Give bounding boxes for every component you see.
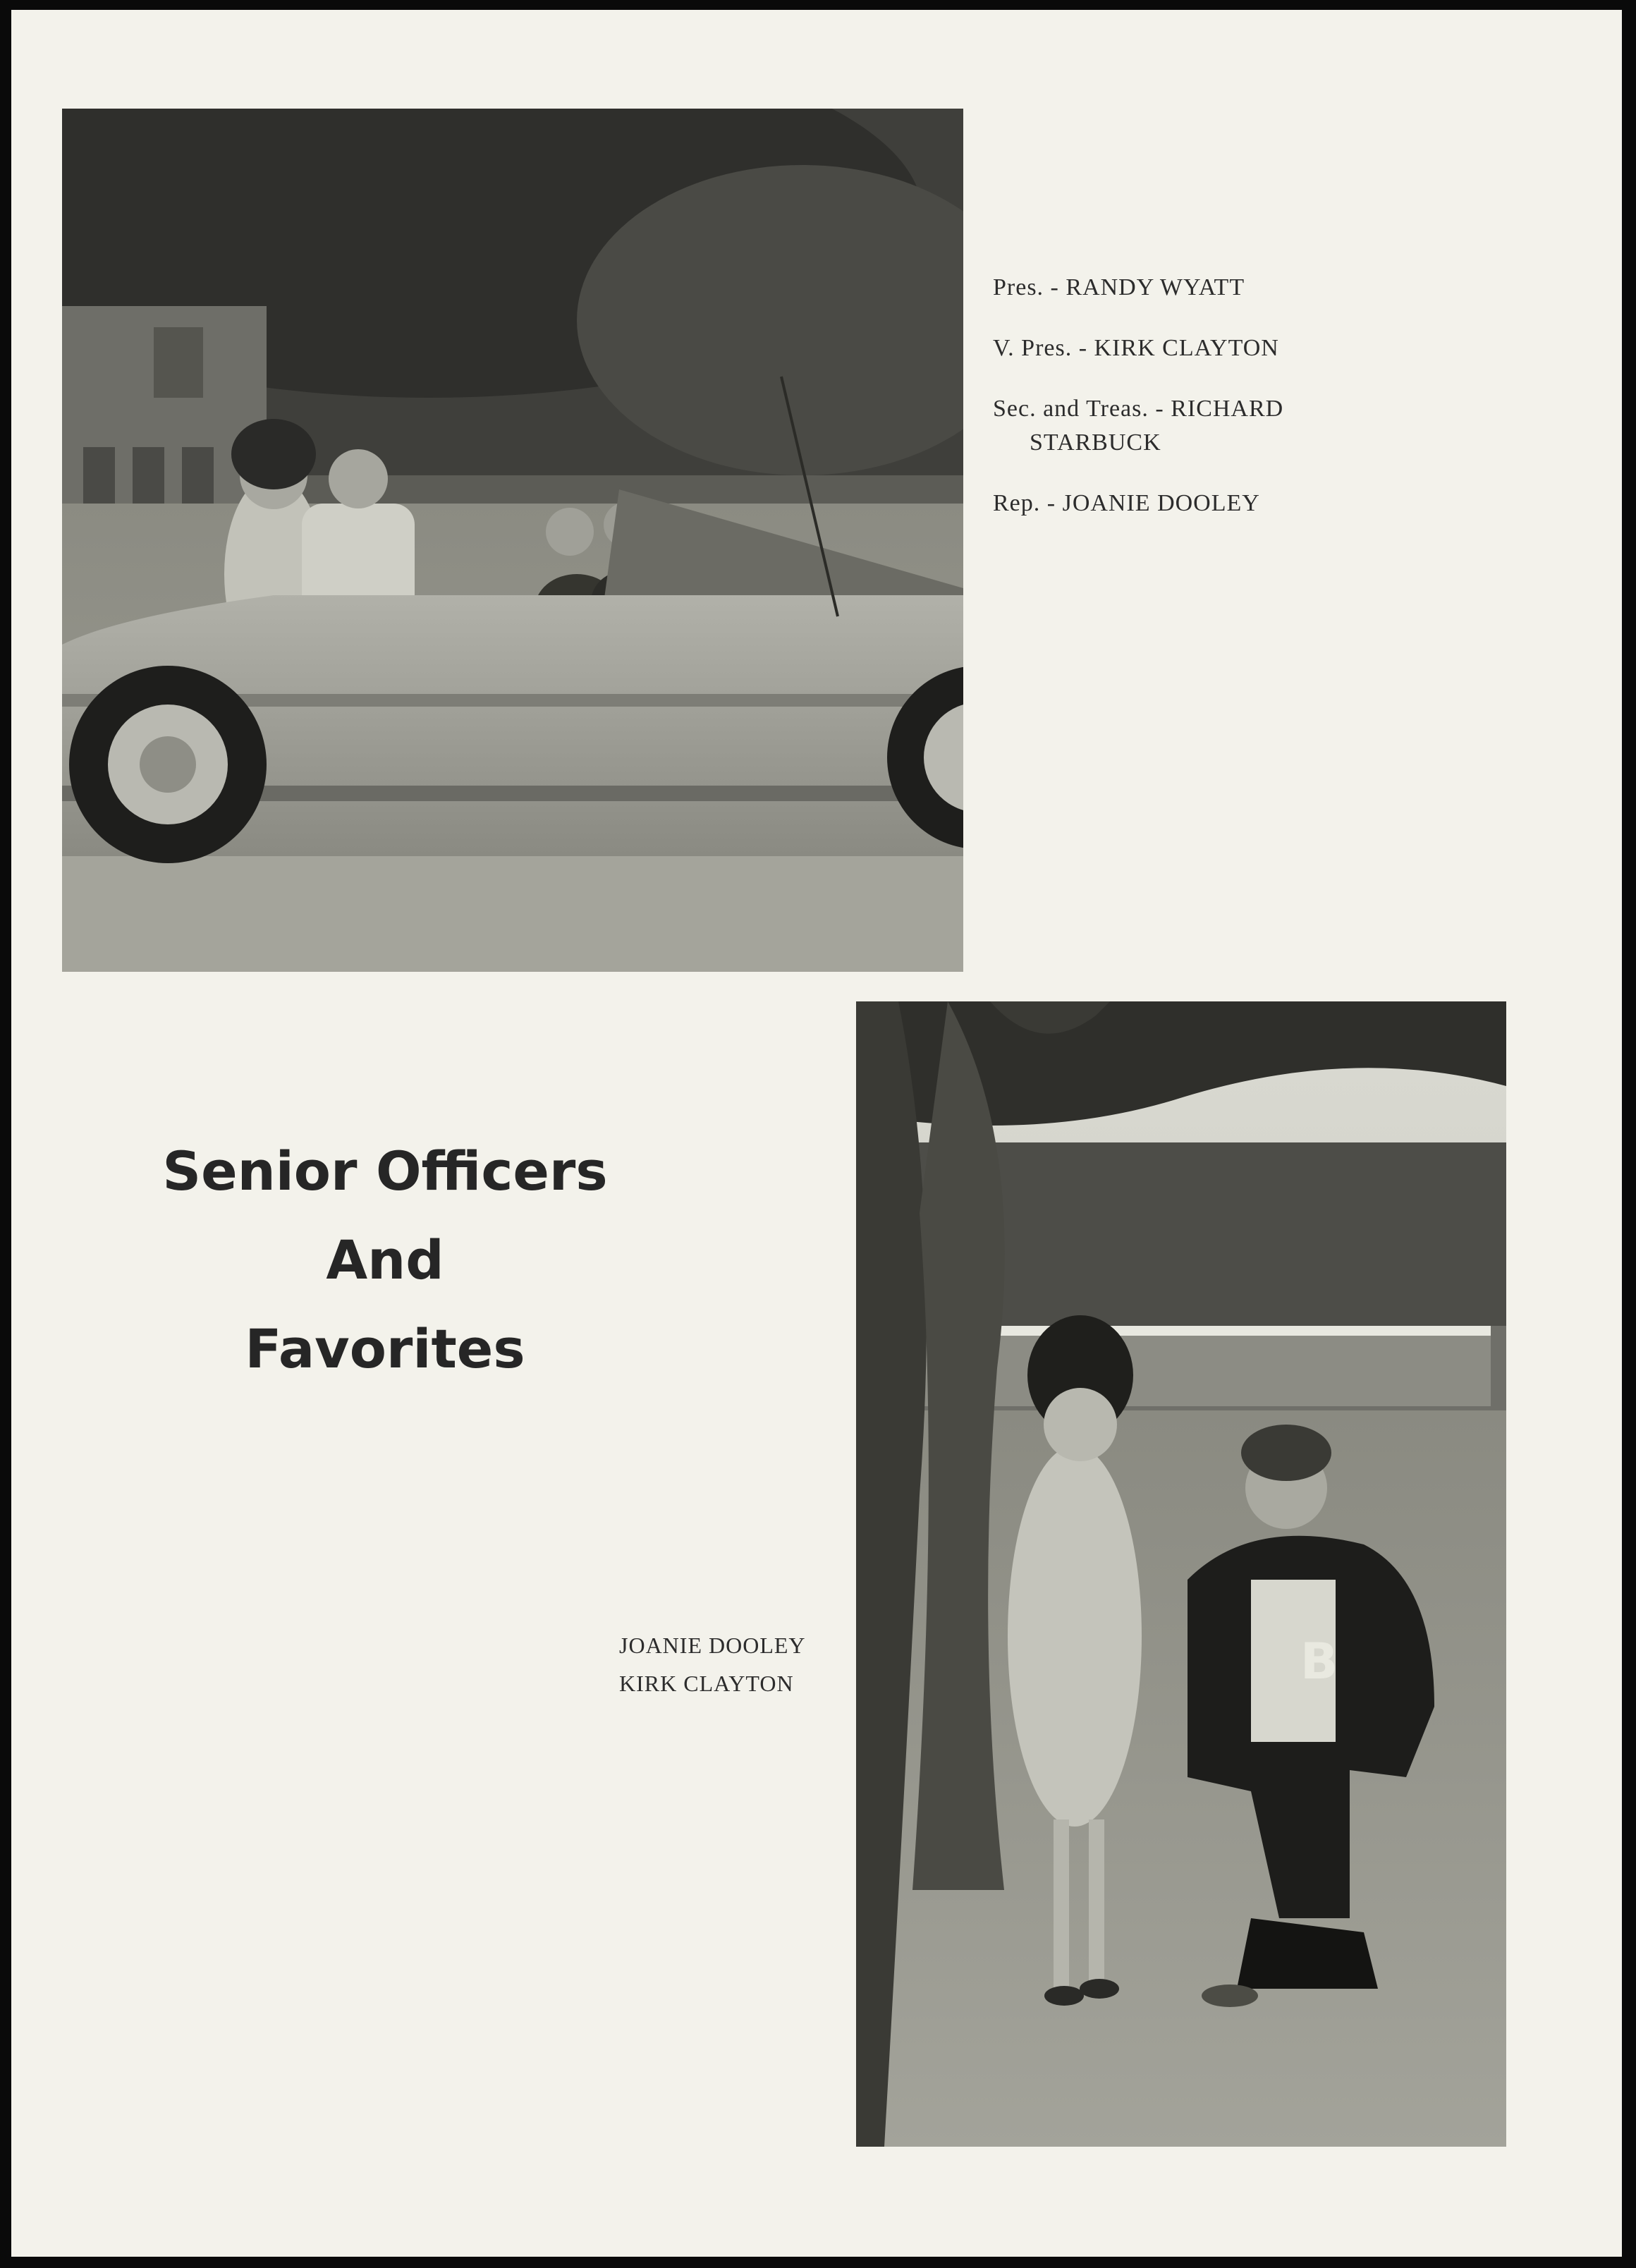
page-title-line-3: Favorites bbox=[245, 1317, 525, 1380]
officer-secretary-treasurer bbox=[993, 392, 1487, 460]
officer-vice-president-text: V. Pres. - KIRK CLAYTON bbox=[993, 335, 1279, 361]
officer-president-text: Pres. - RANDY WYATT bbox=[993, 274, 1245, 300]
officers-car-photo bbox=[62, 109, 963, 972]
officers-list bbox=[993, 271, 1487, 547]
favorites-tree-photo bbox=[856, 1001, 1506, 2147]
page-title-line-1: Senior Officers bbox=[162, 1140, 608, 1202]
officer-vice-president bbox=[993, 331, 1487, 365]
yearbook-page bbox=[11, 10, 1622, 2257]
page-title-line-2: And bbox=[326, 1228, 444, 1291]
officer-president bbox=[993, 271, 1487, 305]
officers-car-photo-art bbox=[62, 109, 963, 972]
officer-secretary-treasurer-continuation: STARBUCK bbox=[1030, 429, 1161, 456]
svg-text:B: B bbox=[1300, 1633, 1338, 1690]
favorite-boy-name: KIRK CLAYTON bbox=[619, 1671, 794, 1696]
officer-representative-text: Rep. - JOANIE DOOLEY bbox=[993, 490, 1260, 516]
favorites-tree-photo-art bbox=[856, 1001, 1506, 2147]
page-title bbox=[117, 1127, 653, 1394]
officer-secretary-treasurer-text: Sec. and Treas. - RICHARD bbox=[993, 396, 1284, 422]
officer-representative bbox=[993, 487, 1487, 520]
favorites-caption bbox=[619, 1626, 806, 1702]
favorite-girl-name: JOANIE DOOLEY bbox=[619, 1633, 806, 1658]
